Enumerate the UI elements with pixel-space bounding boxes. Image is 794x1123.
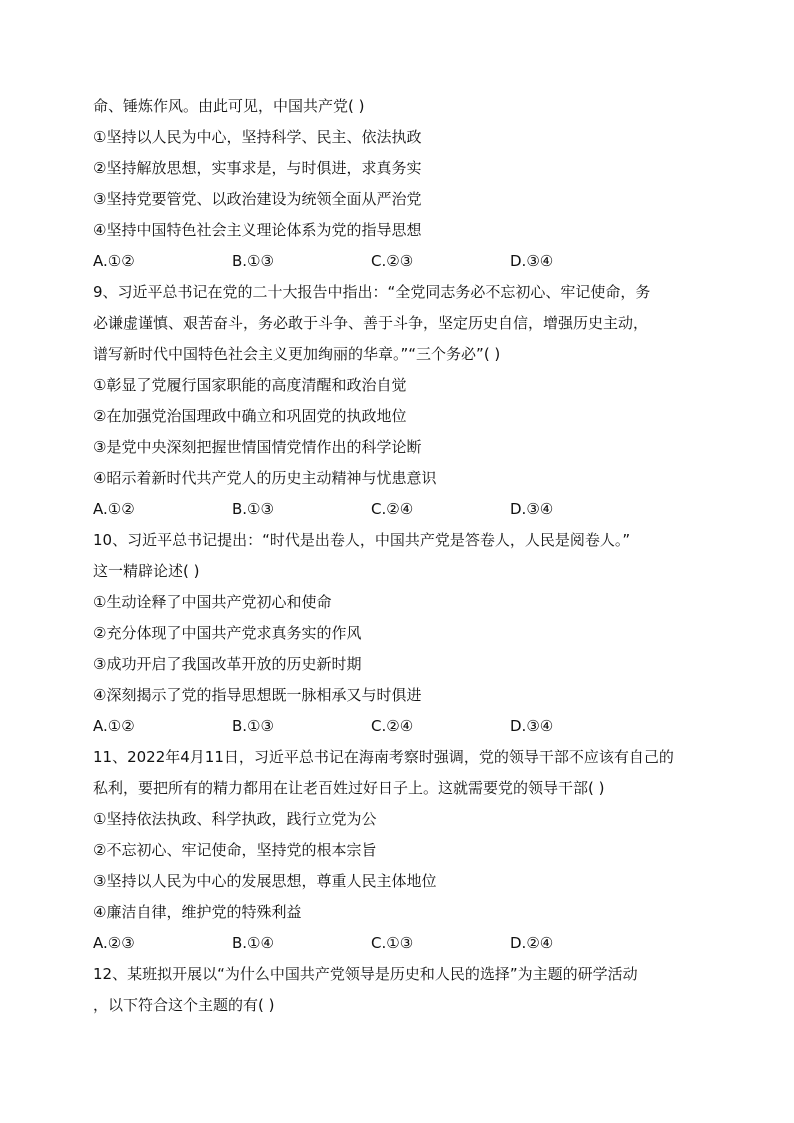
question-stem-line: 谱写新时代中国特色社会主义更加绚丽的华章。”“三个务必”( ): [93, 345, 501, 363]
question-stem-line: 命、锤炼作风。由此可见，中国共产党( ): [93, 97, 365, 115]
statement-line: ②坚持解放思想，实事求是，与时俱进，求真务实: [93, 159, 422, 177]
statement-line: ①彰显了党履行国家职能的高度清醒和政治自觉: [93, 376, 407, 394]
statement-line: ④深刻揭示了党的指导思想既一脉相承又与时俱进: [93, 686, 422, 704]
options-row: [93, 716, 713, 736]
option-choice[interactable]: D.③④: [510, 252, 554, 270]
option-choice[interactable]: D.③④: [510, 500, 554, 518]
question-stem-line: ，以下符合这个主题的有( ): [93, 996, 275, 1014]
options-row: [93, 499, 713, 519]
statement-line: ④昭示着新时代共产党人的历史主动精神与忧患意识: [93, 469, 437, 487]
option-choice[interactable]: C.①③: [371, 934, 414, 952]
statement-line: ③坚持党要管党、以政治建设为统领全面从严治党: [93, 190, 422, 208]
option-choice[interactable]: A.②③: [93, 934, 135, 952]
option-choice[interactable]: D.③④: [510, 717, 554, 735]
statement-line: ②不忘初心、牢记使命，坚持党的根本宗旨: [93, 841, 377, 859]
statement-line: ①坚持依法执政、科学执政，践行立党为公: [93, 810, 377, 828]
option-choice[interactable]: C.②④: [371, 500, 414, 518]
option-choice[interactable]: A.①②: [93, 252, 135, 270]
option-choice[interactable]: B.①③: [232, 717, 274, 735]
statement-line: ③成功开启了我国改革开放的历史新时期: [93, 655, 362, 673]
question-stem-line: 9、习近平总书记在党的二十大报告中指出：“全党同志务必不忘初心、牢记使命，务: [93, 283, 651, 301]
option-choice[interactable]: D.②④: [510, 934, 554, 952]
option-choice[interactable]: B.①④: [232, 934, 274, 952]
question-stem-line: 必谦虚谨慎、艰苦奋斗，务必敢于斗争、善于斗争，坚定历史自信，增强历史主动，: [93, 314, 649, 332]
question-stem-line: 12、某班拟开展以“为什么中国共产党领导是历史和人民的选择”为主题的研学活动: [93, 965, 638, 983]
statement-line: ③坚持以人民为中心的发展思想，尊重人民主体地位: [93, 872, 437, 890]
statement-line: ④廉洁自律，维护党的特殊利益: [93, 903, 302, 921]
question-stem-line: 10、习近平总书记提出：“时代是出卷人，中国共产党是答卷人，人民是阅卷人。”: [93, 531, 631, 549]
statement-line: ①坚持以人民为中心，坚持科学、民主、依法执政: [93, 128, 422, 146]
statement-line: ③是党中央深刻把握世情国情党情作出的科学论断: [93, 438, 422, 456]
options-row: [93, 933, 713, 953]
option-choice[interactable]: A.①②: [93, 717, 135, 735]
option-choice[interactable]: B.①③: [232, 500, 274, 518]
statement-line: ①生动诠释了中国共产党初心和使命: [93, 593, 332, 611]
option-choice[interactable]: A.①②: [93, 500, 135, 518]
options-row: [93, 251, 713, 271]
option-choice[interactable]: C.②④: [371, 717, 414, 735]
option-choice[interactable]: C.②③: [371, 252, 414, 270]
question-stem-line: 私利，要把所有的精力都用在让老百姓过好日子上。这就需要党的领导干部( ): [93, 779, 605, 797]
statement-line: ②在加强党治国理政中确立和巩固党的执政地位: [93, 407, 407, 425]
document-page: [93, 96, 713, 1015]
option-choice[interactable]: B.①③: [232, 252, 274, 270]
question-stem-line: 11、2022年4月11日，习近平总书记在海南考察时强调，党的领导干部不应该有自己的: [93, 748, 674, 766]
question-stem-line: 这一精辟论述( ): [93, 562, 200, 580]
statement-line: ④坚持中国特色社会主义理论体系为党的指导思想: [93, 221, 422, 239]
statement-line: ②充分体现了中国共产党求真务实的作风: [93, 624, 362, 642]
